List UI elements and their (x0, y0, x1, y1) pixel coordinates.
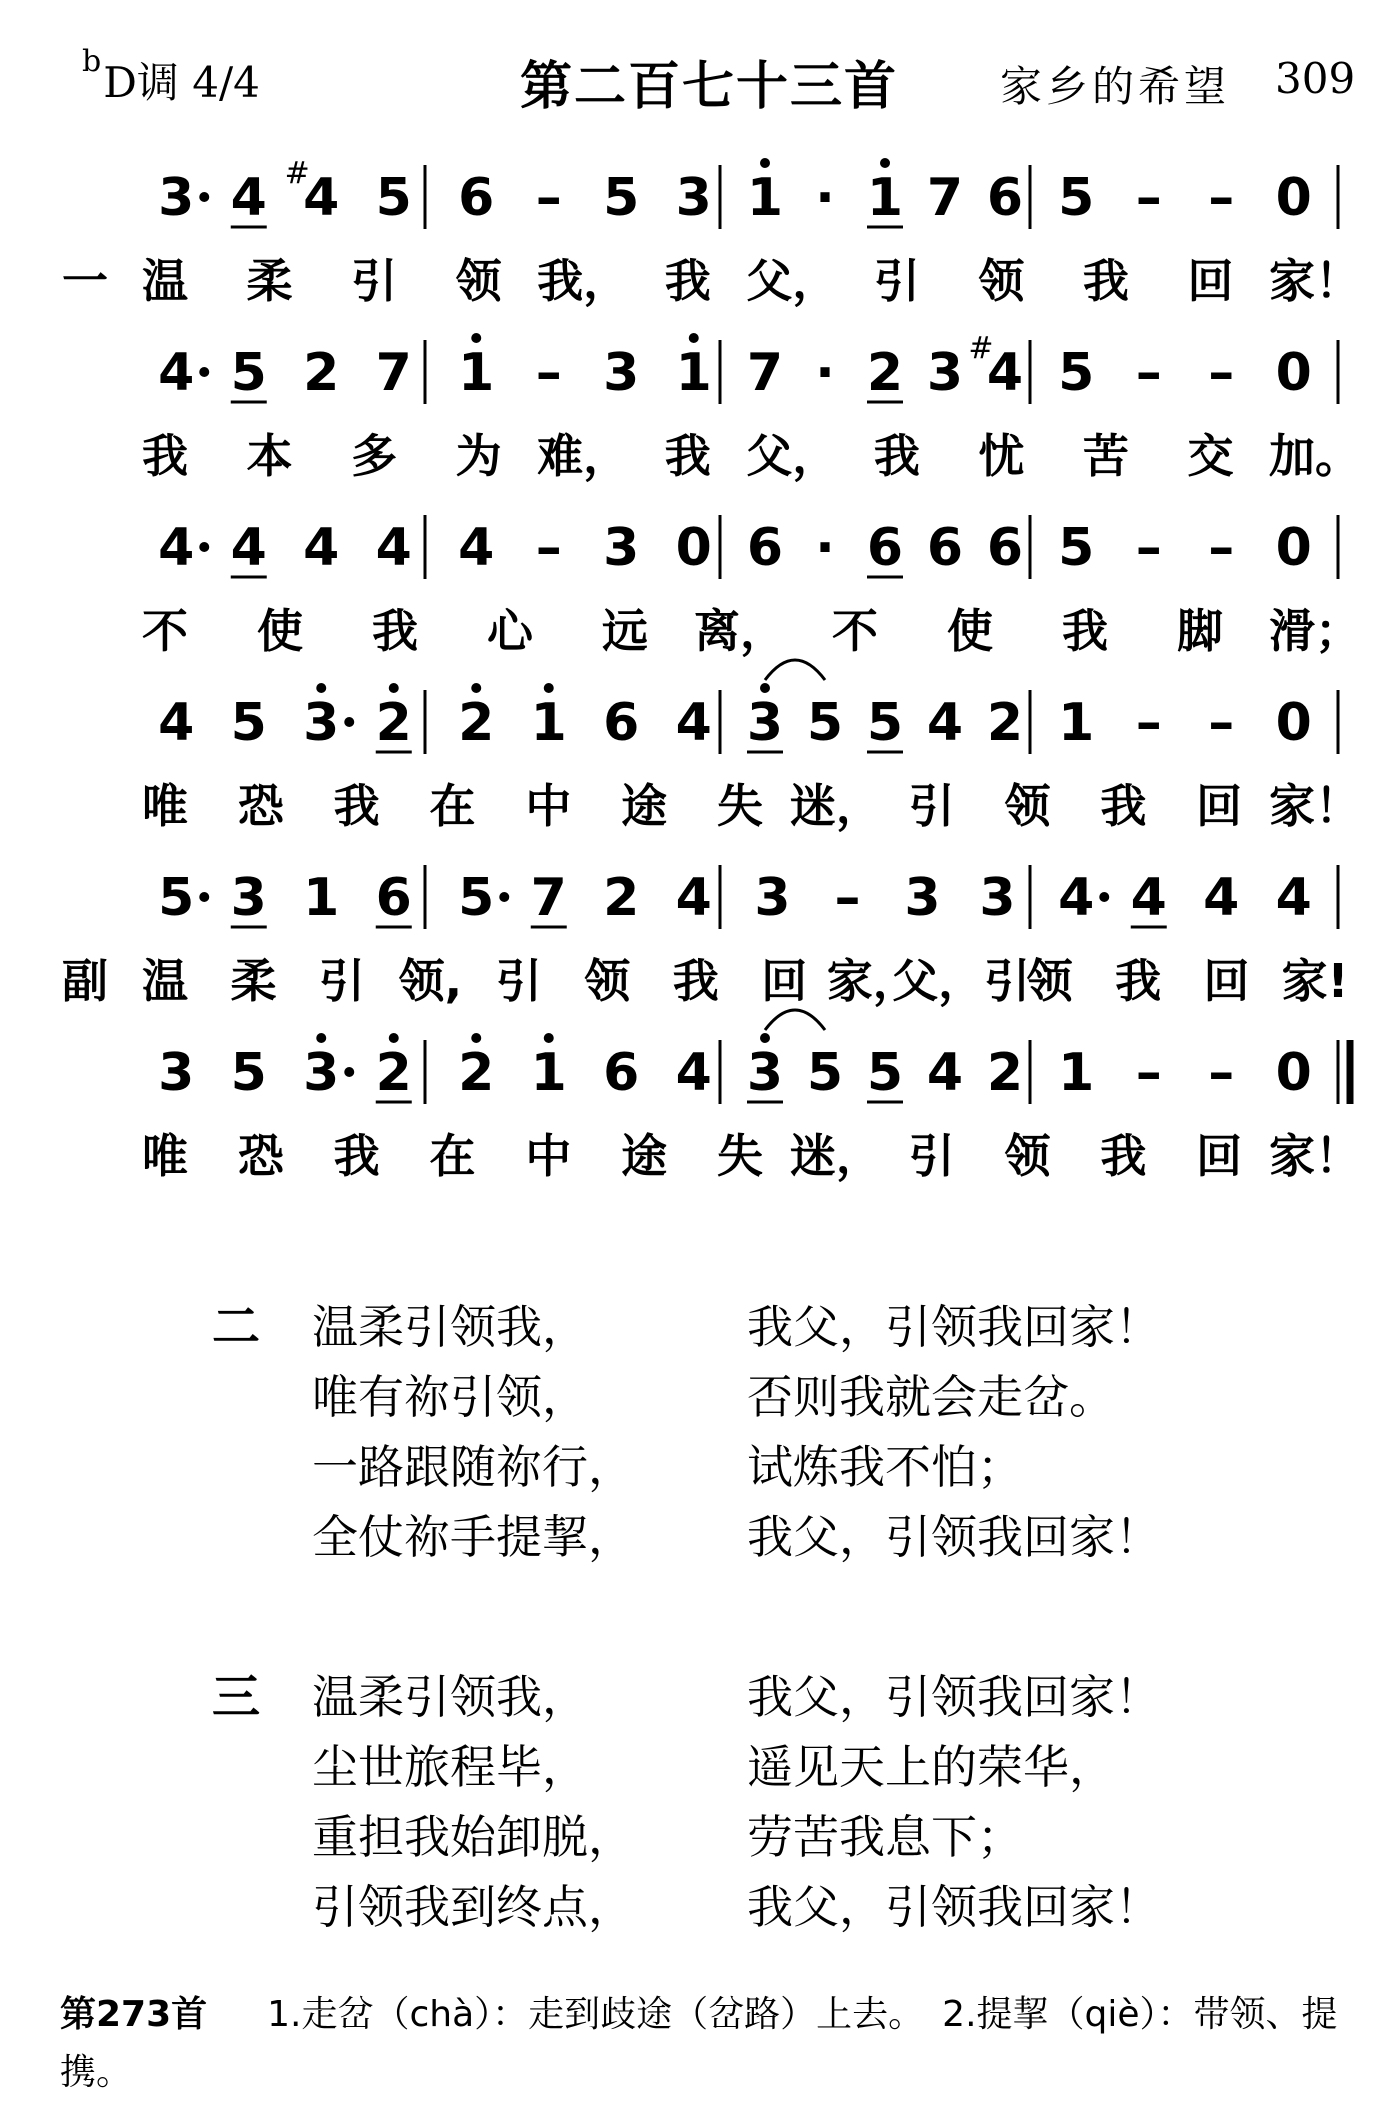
lyric-syllable: 我 (1100, 1129, 1147, 1183)
note: 3 (158, 168, 195, 228)
augmentation-dot (199, 367, 209, 377)
high-octave-dot (760, 683, 770, 693)
lyric-syllable: 难， (537, 429, 630, 483)
augmentation-dot (344, 1067, 354, 1077)
verse-number: 三 (212, 1669, 261, 1725)
high-octave-dot (471, 1033, 481, 1043)
verse-line: 我父，引领我回家！ (747, 1510, 1161, 1564)
page-number: 309 (1275, 54, 1356, 103)
note: 1 (866, 168, 904, 228)
lyric-syllable: 失 (717, 1129, 763, 1183)
lyric-syllable: 领 (978, 254, 1025, 308)
note: 5 (1058, 518, 1095, 578)
lyric-syllable: 回 (1196, 1129, 1243, 1183)
note: 5 (1058, 168, 1095, 228)
note: 0 (1275, 343, 1312, 403)
note: – (1135, 168, 1162, 228)
verse-line: 劳苦我息下； (747, 1810, 1023, 1864)
lyric-syllable: 唯 (142, 779, 188, 833)
high-octave-dot (544, 1033, 554, 1043)
lyric-syllable: 忧 (978, 429, 1025, 483)
lyric-syllable: 我， (537, 254, 630, 308)
note: 5 (230, 343, 267, 403)
note: – (535, 518, 562, 578)
augmentation-dot (499, 892, 509, 902)
note: 5 (866, 1043, 904, 1103)
note: 4 (1203, 868, 1240, 928)
note: – (1208, 1043, 1235, 1103)
lyric-syllable: 我 (333, 779, 380, 833)
note: 2 (458, 693, 495, 753)
note: 2 (603, 868, 640, 928)
note: 0 (1275, 168, 1312, 228)
verse-line: 重担我始卸脱， (312, 1810, 634, 1864)
note: 1 (458, 343, 495, 403)
note: · (815, 168, 835, 228)
lyric-syllable: 我 (1115, 954, 1162, 1008)
verse-line: 温柔引领我， (312, 1670, 588, 1724)
lyric-syllable: 引 (318, 954, 365, 1008)
lyric-syllable: 引 (495, 954, 542, 1008)
lyric-syllable: 在 (429, 779, 476, 833)
augmentation-dot (199, 192, 209, 202)
verse-line: 引领我到终点， (312, 1880, 634, 1934)
note: 6 (458, 168, 495, 228)
lyric-syllable: 不 (142, 604, 188, 658)
note: – (1135, 343, 1162, 403)
lyric-syllable: 家， (826, 954, 919, 1008)
footnote (60, 1986, 1350, 2102)
note: 2 (303, 343, 340, 403)
verse-line: 尘世旅程毕， (312, 1740, 588, 1794)
note: 5 (375, 168, 412, 228)
lyric-syllable: 回 (761, 954, 808, 1008)
note: 3 (303, 693, 340, 753)
note: 3 (746, 1043, 784, 1103)
lyric-syllable: 为 (455, 429, 502, 483)
lyric-syllable: 远 (602, 604, 648, 658)
verse-line: 一路跟随祢行， (312, 1440, 634, 1494)
note: 4 (675, 693, 712, 753)
lyric-syllable: 我 (664, 429, 711, 483)
note: – (1135, 518, 1162, 578)
lyric-syllable: 不 (832, 604, 878, 658)
lyric-syllable: 我 (1100, 779, 1147, 833)
high-octave-dot (544, 683, 554, 693)
note: 7 (375, 343, 412, 403)
lyric-syllable: 父， (746, 254, 839, 308)
note: 5 (230, 1043, 267, 1103)
note: 6 (926, 518, 964, 578)
lyric-syllable: 家！ (1269, 254, 1361, 308)
lyric-syllable: 滑； (1269, 604, 1361, 658)
verse-line: 唯有祢引领， (312, 1370, 588, 1424)
note: 4 (375, 518, 412, 578)
augmentation-dot (199, 892, 209, 902)
note: – (535, 168, 562, 228)
note: – (1208, 343, 1235, 403)
note: – (1135, 1043, 1162, 1103)
lyric-syllable: 领, (398, 954, 463, 1008)
lyric-syllable: 家！ (1269, 1129, 1361, 1183)
lyric-syllable: 领 (1004, 1129, 1051, 1183)
note: 3 (603, 518, 640, 578)
verse-line: 否则我就会走岔。 (747, 1370, 1115, 1424)
lyric-syllable: 我 (1062, 604, 1108, 658)
note: 3 (754, 868, 791, 928)
note: 4 (926, 693, 964, 753)
verse-line: 我父，引领我回家！ (747, 1880, 1161, 1934)
lyric-syllable: 我 (672, 954, 719, 1008)
note: 5 (158, 868, 195, 928)
note: 5 (806, 1043, 844, 1103)
high-octave-dot (389, 683, 399, 693)
note: 7 (530, 868, 567, 928)
note: 5 (230, 693, 267, 753)
high-octave-dot (880, 158, 890, 168)
lyric-syllable: 途 (621, 1129, 668, 1183)
note: – (1135, 693, 1162, 753)
note: 7 (746, 343, 784, 403)
lyric-syllable: 迷， (789, 1129, 882, 1183)
lyric-syllable: 加。 (1269, 429, 1361, 483)
verse-line: 试炼我不怕； (747, 1440, 1023, 1494)
note: 3 (904, 868, 941, 928)
high-octave-dot (389, 1033, 399, 1043)
verse-line: 温柔引领我， (312, 1300, 588, 1354)
lyric-syllable: 引 (873, 254, 920, 308)
note: 1 (303, 868, 340, 928)
lyric-syllable: 家！ (1269, 779, 1361, 833)
lyric-syllable: 失 (717, 779, 763, 833)
footnote-label: 第273首 (60, 1994, 208, 2035)
note: – (834, 868, 861, 928)
note: 5 (866, 693, 904, 753)
lyric-syllable: 温 (142, 254, 188, 308)
lyric-syllable: 引 (908, 779, 955, 833)
lyric-syllable: 恐 (237, 1129, 284, 1183)
lyric-syllable: 父， (746, 429, 839, 483)
note: 1 (675, 343, 712, 403)
note: 2 (458, 1043, 495, 1103)
high-octave-dot (689, 333, 699, 343)
high-octave-dot (471, 333, 481, 343)
note: 4 (986, 343, 1024, 403)
note: 6 (375, 868, 412, 928)
lyric-syllable: 使 (947, 604, 993, 658)
note: 6 (603, 693, 640, 753)
lyric-syllable: 迷， (789, 779, 882, 833)
lyric-syllable: 脚 (1177, 604, 1223, 658)
lyric-syllable: 引 (351, 254, 398, 308)
lyric-syllable: 父，引 (892, 954, 1031, 1008)
lyric-syllable: 多 (351, 429, 398, 483)
note: 4 (458, 518, 495, 578)
note: 1 (530, 693, 567, 753)
book-title: 家乡的希望 (1000, 62, 1231, 111)
slur (765, 1010, 825, 1030)
note: 7 (926, 168, 964, 228)
augmentation-dot (1099, 892, 1109, 902)
verse-line: 遥见天上的荣华， (747, 1740, 1115, 1794)
note: 4 (1275, 868, 1312, 928)
lyric-syllable: 我 (1082, 254, 1129, 308)
lyric-syllable: 我 (372, 604, 418, 658)
note: 0 (675, 518, 712, 578)
note: · (815, 343, 835, 403)
lyric-syllable: 在 (429, 1129, 476, 1183)
high-octave-dot (316, 1033, 326, 1043)
note: 3 (675, 168, 712, 228)
note: 5 (806, 693, 844, 753)
note: 6 (603, 1043, 640, 1103)
high-octave-dot (760, 1033, 770, 1043)
lyric-syllable: 离， (694, 604, 786, 658)
note: 4 (158, 343, 195, 403)
lyric-syllable: 我 (142, 429, 188, 483)
note: – (1208, 518, 1235, 578)
note: 4 (303, 518, 340, 578)
augmentation-dot (344, 717, 354, 727)
lyric-syllable: 领 (455, 254, 502, 308)
note: 4 (926, 1043, 964, 1103)
verse-number: 二 (212, 1299, 261, 1355)
note: 4 (230, 518, 267, 578)
note: 4 (675, 868, 712, 928)
lyric-syllable: 引 (908, 1129, 955, 1183)
note: 2 (986, 693, 1024, 753)
high-octave-dot (316, 683, 326, 693)
lyric-syllable: 家! (1281, 954, 1349, 1008)
lyric-syllable: 柔 (246, 254, 293, 308)
note: 4 (675, 1043, 712, 1103)
note: 6 (746, 518, 784, 578)
note: 3 (603, 343, 640, 403)
lyric-syllable: 我 (664, 254, 711, 308)
sharp-sign: # (968, 331, 994, 366)
note: 2 (986, 1043, 1024, 1103)
verse-line: 我父，引领我回家！ (747, 1670, 1161, 1724)
verse-line: 全仗祢手提挈， (312, 1510, 634, 1564)
note: 0 (1275, 518, 1312, 578)
note: 1 (1058, 693, 1095, 753)
page-title: 第二百七十三首 (520, 57, 899, 117)
lyric-syllable: 中 (525, 1129, 572, 1183)
note: 4 (1130, 868, 1167, 928)
lyric-syllable: 交 (1187, 429, 1234, 483)
note: 4 (1058, 868, 1095, 928)
note: 3 (230, 868, 267, 928)
flat-sign: b (82, 44, 102, 79)
note: 3 (746, 693, 784, 753)
lyric-syllable: 苦 (1082, 429, 1129, 483)
lyric-syllable: 恐 (237, 779, 284, 833)
lyric-syllable: 领 (1004, 779, 1051, 833)
lyric-syllable: 中 (525, 779, 572, 833)
lyric-syllable: 回 (1203, 954, 1250, 1008)
lyric-syllable: 使 (257, 604, 303, 658)
lyric-syllable: 唯 (142, 1129, 188, 1183)
note: 3 (979, 868, 1016, 928)
note: 2 (375, 693, 412, 753)
note: 4 (158, 693, 195, 753)
note: 5 (603, 168, 640, 228)
lyric-syllable: 领 (584, 954, 631, 1008)
note: 3 (303, 1043, 340, 1103)
high-octave-dot (760, 158, 770, 168)
key-signature: $^b$D调 4/4 (82, 44, 260, 107)
lyric-syllable: 回 (1196, 779, 1243, 833)
note: 1 (746, 168, 784, 228)
lyric-syllable: 我 (873, 429, 920, 483)
note: 4 (303, 168, 340, 228)
note: 1 (1058, 1043, 1095, 1103)
note: 5 (458, 868, 495, 928)
slur (765, 660, 825, 680)
verse-number: 副 (62, 954, 108, 1008)
note: – (1208, 168, 1235, 228)
note: – (1208, 693, 1235, 753)
note: 1 (530, 1043, 567, 1103)
note: 6 (986, 168, 1024, 228)
lyric-syllable: 柔 (230, 954, 277, 1008)
note: – (535, 343, 562, 403)
note: 2 (375, 1043, 412, 1103)
note: 3 (158, 1043, 195, 1103)
note: 5 (1058, 343, 1095, 403)
lyric-syllable: 回 (1187, 254, 1234, 308)
lyric-syllable: 本 (246, 429, 293, 483)
footnote-text: 1.走岔（chà）：走到歧途（岔路）上去。 2.提挈（qiè）：带领、提携。 (60, 1994, 1338, 2093)
note: · (815, 518, 835, 578)
lyric-syllable: 我 (333, 1129, 380, 1183)
sharp-sign: # (284, 156, 310, 191)
note: 4 (158, 518, 195, 578)
lyric-syllable: 途 (621, 779, 668, 833)
note: 0 (1275, 1043, 1312, 1103)
lyric-syllable: 心 (487, 604, 533, 658)
augmentation-dot (199, 542, 209, 552)
note: 3 (926, 343, 964, 403)
verse-line: 我父，引领我回家！ (747, 1300, 1161, 1354)
note: 6 (986, 518, 1024, 578)
note: 0 (1275, 693, 1312, 753)
note: 6 (866, 518, 904, 578)
verse-number: 一 (62, 254, 108, 308)
note: 4 (230, 168, 267, 228)
high-octave-dot (471, 683, 481, 693)
note: 2 (866, 343, 904, 403)
lyric-syllable: 领 (1026, 954, 1073, 1008)
lyric-syllable: 温 (142, 954, 188, 1008)
